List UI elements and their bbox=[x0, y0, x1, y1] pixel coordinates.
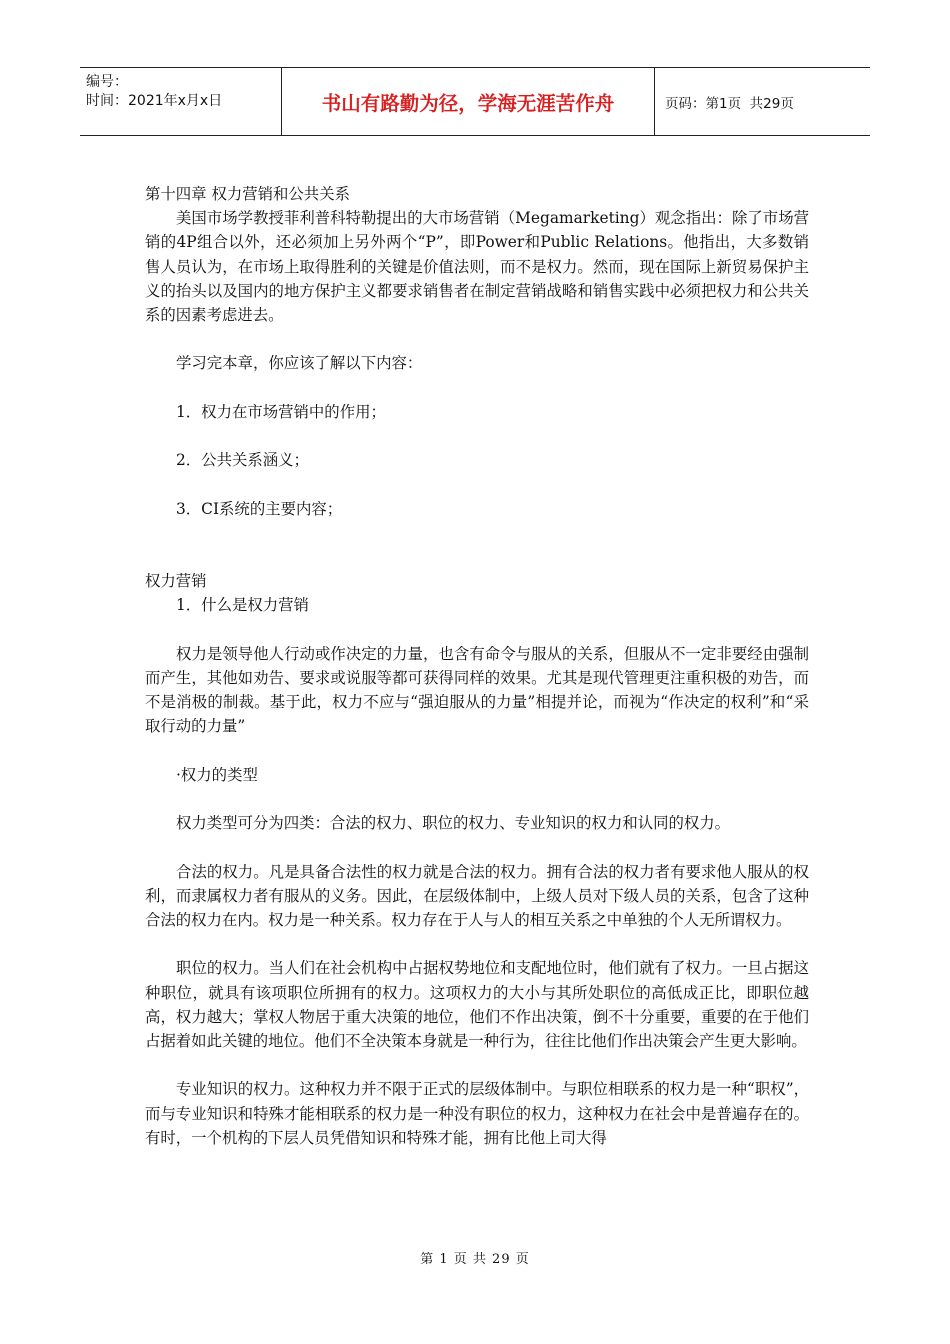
header-page-info bbox=[655, 68, 870, 135]
chapter-title: 第十四章 权力营销和公共关系 bbox=[145, 185, 350, 203]
legal-power-paragraph: 合法的权力。凡是具备合法性的权力就是合法的权力。拥有合法的权力者有要求他人服从的权利，而隶属权力者有服从的义务。因此，在层级体制中，上级人员对下级人员的关系，包含了这种合法的权力在内。权力是一种关系。权力存在于人与人的相互关系之中单独的个人无所谓权力。 bbox=[145, 862, 809, 929]
page-footer: 第 1 页 共 29 页 bbox=[420, 1252, 530, 1267]
objective-item: 1．权力在市场营销中的作用； bbox=[176, 402, 386, 421]
page-info-text: 页码：第1页 共29页 bbox=[665, 95, 794, 112]
header-motto: 书山有路勤为径，学海无涯苦作舟 bbox=[282, 68, 655, 135]
objective-item: 3．CI系统的主要内容； bbox=[176, 499, 343, 518]
number-label: 编号： bbox=[86, 74, 128, 90]
intro-paragraph: 美国市场学教授菲利普科特勒提出的大市场营销（Megamarketing）观念指出：除了市场营销的4P组合以外，还必须加上另外两个“P”，即Power和Public Relations。他指出，大多数销售人员认为，在市场上取得胜利的关键是价值法则，而不是权力。然而，现在国际上新贸易保护主义的抬头以及国内的地方保护主义都要求销售者在制定营销战略和销售实践中必须把权力和公共关系的因素考虑进去。 bbox=[145, 209, 809, 325]
expert-power-paragraph: 专业知识的权力。这种权力并不限于正式的层级体制中。与职位相联系的权力是一种“职权”，而与专业知识和特殊才能相联系的权力是一种没有职位的权力，这种权力在社会中是普遍存在的。有时，一个机构的下层人员凭借知识和特殊才能，拥有比他上司大得 bbox=[145, 1080, 809, 1147]
position-power-paragraph: 职位的权力。当人们在社会机构中占据权势地位和支配地位时，他们就有了权力。一旦占据这种职位，就具有该项职位所拥有的权力。这项权力的大小与其所处职位的高低成正比，即职位越高，权力越大；掌权人物居于重大决策的地位，他们不作出决策，倒不十分重要，重要的在于他们占据着如此关键的地位。他们不全决策本身就是一种行为，往往比他们作出决策会产生更大影响。 bbox=[145, 959, 809, 1050]
date-label: 时间：2021年x月x日 bbox=[86, 93, 223, 109]
power-types-paragraph: 权力类型可分为四类：合法的权力、职位的权力、专业知识的权力和认同的权力。 bbox=[176, 814, 731, 833]
subsection-title: 1．什么是权力营销 bbox=[176, 596, 309, 615]
section-title: 权力营销 bbox=[145, 572, 207, 591]
page-header bbox=[80, 67, 870, 136]
header-meta bbox=[80, 68, 282, 135]
document-body bbox=[145, 182, 809, 1150]
learn-intro: 学习完本章，你应该了解以下内容： bbox=[176, 354, 423, 373]
objective-item: 2．公共关系涵义； bbox=[176, 451, 309, 470]
power-paragraph: 权力是领导他人行动或作决定的力量，也含有命令与服从的关系，但服从不一定非要经由强制而产生，其他如劝告、要求或说服等都可获得同样的效果。尤其是现代管理更注重积极的劝告，而不是消极的制裁。基于此，权力不应与“强迫服从的力量”相提并论，而视为“作决定的权利”和“采取行动的力量” bbox=[145, 644, 809, 736]
power-types-heading: ·权力的类型 bbox=[176, 765, 258, 784]
